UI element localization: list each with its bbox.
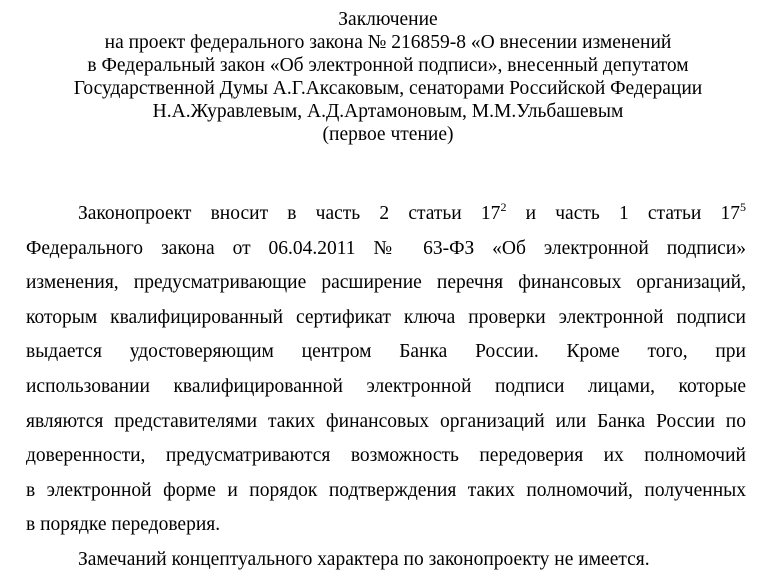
paragraph-line	[26, 197, 746, 232]
paragraph-line: доверенности, предусматриваются возможность передоверия их полномочий	[26, 445, 746, 467]
heading-line-5: Н.А.Журавлевым, А.Д.Артамоновым, М.М.Ульбашевым	[152, 101, 624, 122]
superscript: 5	[740, 200, 747, 214]
document-heading	[0, 8, 776, 146]
paragraph-line: выдается удостоверяющим центром Банка России. Кроме того, при	[26, 341, 746, 363]
text-run: и часть 1 статьи 17	[506, 203, 741, 224]
paragraph-main	[26, 197, 746, 543]
heading-reading-stage: (первое чтение)	[322, 124, 454, 145]
paragraph-line: Федерального закона от 06.04.2011 № 63-ФЗ «Об электронной подписи»	[26, 237, 746, 259]
paragraph-line: использовании квалифицированной электронной подписи лицами, которые	[26, 375, 746, 397]
heading-title: Заключение	[338, 9, 438, 30]
heading-line-3: в Федеральный закон «Об электронной подписи», внесенный депутатом	[87, 55, 689, 76]
superscript: 2	[500, 200, 507, 214]
paragraph-line: которым квалифицированный сертификат ключа проверки электронной подписи	[26, 306, 746, 328]
paragraph-line: являются представителями таких финансовых организаций или Банка России по	[26, 410, 746, 432]
heading-line-4: Государственной Думы А.Г.Аксаковым, сенаторами Российской Федерации	[73, 78, 703, 99]
paragraph-line: в порядке передоверия.	[26, 514, 221, 536]
heading-line-2: на проект федерального закона № 216859-8 «О внесении изменений	[104, 32, 672, 53]
paragraph-conclusion: Замечаний концептуального характера по законопроекту не имеется.	[78, 548, 650, 570]
document-body	[26, 197, 746, 578]
paragraph-line: в электронной форме и порядок подтверждения таких полномочий, полученных	[26, 479, 746, 501]
paragraph-line: изменения, предусматривающие расширение перечня финансовых организаций,	[26, 272, 746, 294]
text-run: Законопроект вносит в часть 2 статьи 17	[78, 203, 501, 224]
